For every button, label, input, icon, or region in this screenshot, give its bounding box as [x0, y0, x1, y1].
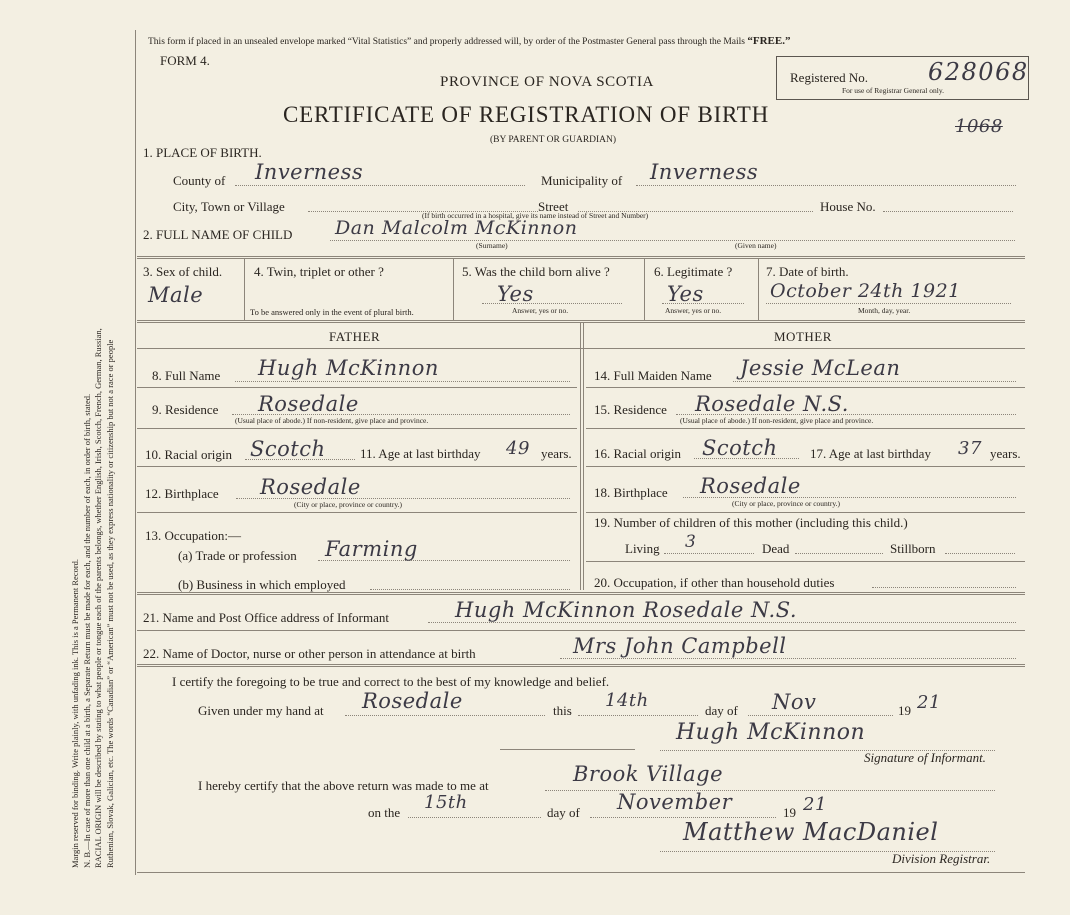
father-birthplace-note: (City or place, province or country.) — [294, 500, 403, 509]
father-residence-note: (Usual place of abode.) If non-resident, give place and province. — [235, 416, 429, 425]
house-label: House No. — [820, 199, 876, 214]
margin-note: Margin reserved for binding. Write plainly, with unfading ink. This is a Permanent Record. — [70, 558, 80, 868]
father-heading: FATHER — [329, 329, 381, 344]
return-day-value: 15th — [424, 792, 468, 813]
divider — [137, 320, 1025, 321]
return-day-of-label: day of — [547, 805, 580, 820]
twin-label: 4. Twin, triplet or other ? — [254, 264, 384, 279]
business-label: (b) Business in which employed — [178, 577, 346, 592]
divider — [137, 630, 1025, 631]
mail-notice — [148, 35, 790, 47]
divider — [586, 561, 1025, 562]
divider — [453, 258, 454, 320]
margin-note: RACIAL ORIGIN will be described by stating to what people or tongue each of the parents belongs, whether English, Irish, Scotch, French, German, Russian, — [93, 328, 104, 868]
margin-note: N. B.—In case of more than one child at a birth, a Separate Return must be made for each, and the number of each, in order of birth, stated. — [81, 393, 92, 868]
form-number: FORM 4. — [160, 53, 210, 68]
doctor-value: Mrs John Campbell — [573, 634, 787, 658]
dob-label: 7. Date of birth. — [766, 264, 849, 279]
hospital-note: (If birth occurred in a hospital, give its name instead of Street and Number) — [422, 211, 649, 220]
year-suffix: 21 — [917, 692, 941, 713]
doctor-label: 22. Name of Doctor, nurse or other person in attendance at birth — [143, 646, 476, 661]
mother-occupation-line — [872, 587, 1016, 588]
year-prefix: 19 — [898, 703, 911, 718]
return-place-line — [545, 790, 995, 791]
divider — [137, 428, 577, 429]
alive-value: Yes — [497, 282, 534, 306]
divider — [137, 466, 577, 467]
father-name-label: 8. Full Name — [152, 368, 221, 383]
divider — [586, 428, 1025, 429]
month-value: Nov — [772, 690, 817, 714]
certify-statement: I certify the foregoing to be true and correct to the best of my knowledge and belief. — [172, 674, 610, 689]
given-label: Given under my hand at — [198, 703, 324, 718]
living-line — [664, 553, 754, 554]
legitimate-note: Answer, yes or no. — [665, 306, 722, 315]
registered-number: 628068 — [928, 58, 1029, 86]
day-line — [578, 715, 698, 716]
municipality-value: Inverness — [650, 160, 759, 184]
divider — [137, 512, 577, 513]
sex-label: 3. Sex of child. — [143, 264, 223, 279]
mother-residence-note: (Usual place of abode.) If non-resident, give place and province. — [680, 416, 874, 425]
month-line — [748, 715, 893, 716]
informant-label: 21. Name and Post Office address of Informant — [143, 610, 389, 625]
legitimate-label: 6. Legitimate ? — [654, 264, 733, 279]
day-of-label: day of — [705, 703, 738, 718]
registrar-signature: Matthew MacDaniel — [683, 818, 939, 846]
mother-name-line — [733, 381, 1016, 382]
dob-note: Month, day, year. — [858, 306, 911, 315]
alive-note: Answer, yes or no. — [512, 306, 569, 315]
divider — [137, 322, 1025, 323]
bottom-rule — [137, 872, 1025, 873]
dob-line — [766, 303, 1011, 304]
return-year-prefix: 19 — [783, 805, 796, 820]
municipality-line — [636, 185, 1016, 186]
struck-number: 1068 — [955, 116, 1003, 137]
street-label: Street — [538, 199, 569, 214]
given-name-note: (Given name) — [735, 241, 777, 250]
father-racial-label: 10. Racial origin — [145, 447, 233, 462]
dob-value: October 24th 1921 — [770, 280, 961, 302]
return-year-suffix: 21 — [803, 794, 827, 815]
divider — [137, 666, 1025, 667]
mother-birthplace-note: (City or place, province or country.) — [732, 499, 841, 508]
registrar-label: Division Registrar. — [892, 851, 991, 866]
on-the-label: on the — [368, 805, 401, 820]
mother-name-value: Jessie McLean — [740, 356, 901, 380]
living-value: 3 — [685, 532, 697, 552]
mother-heading: MOTHER — [774, 329, 832, 344]
mother-name-label: 14. Full Maiden Name — [594, 368, 712, 383]
signature-rule — [500, 749, 635, 750]
divider — [137, 594, 1025, 595]
father-years-label: years. — [541, 446, 572, 461]
margin-rule — [135, 30, 136, 875]
informant-signature-label: Signature of Informant. — [864, 750, 986, 765]
child-name-label: 2. FULL NAME OF CHILD — [143, 227, 293, 242]
divider — [244, 258, 245, 320]
dead-line — [795, 553, 883, 554]
living-label: Living — [625, 541, 660, 556]
mail-notice-free: “FREE.” — [747, 35, 791, 47]
margin-notes — [70, 0, 117, 868]
divider — [137, 387, 577, 388]
father-residence-label: 9. Residence — [152, 402, 219, 417]
divider — [586, 387, 1025, 388]
divider — [137, 258, 1025, 259]
house-line — [883, 211, 1013, 212]
legitimate-value: Yes — [667, 282, 704, 306]
stillborn-line — [945, 553, 1015, 554]
mother-racial-label: 16. Racial origin — [594, 446, 682, 461]
father-name-value: Hugh McKinnon — [258, 356, 439, 380]
county-value: Inverness — [255, 160, 364, 184]
mother-occupation-label: 20. Occupation, if other than household duties — [594, 575, 835, 590]
sex-value: Male — [148, 283, 204, 307]
place-of-birth-label: 1. PLACE OF BIRTH. — [143, 145, 262, 160]
mother-age-label: 17. Age at last birthday — [810, 446, 931, 461]
father-racial-value: Scotch — [250, 437, 326, 461]
return-statement: I hereby certify that the above return was made to me at — [198, 778, 489, 793]
divider — [137, 348, 1025, 349]
given-place-line — [345, 715, 545, 716]
divider — [586, 512, 1025, 513]
mother-racial-value: Scotch — [702, 436, 778, 460]
father-age-label: 11. Age at last birthday — [360, 446, 481, 461]
page-title: CERTIFICATE OF REGISTRATION OF BIRTH — [283, 102, 770, 127]
mother-age-value: 37 — [958, 438, 982, 459]
business-line — [370, 589, 570, 590]
mother-residence-label: 15. Residence — [594, 402, 667, 417]
divider — [137, 664, 1025, 665]
municipality-label: Municipality of — [541, 173, 623, 188]
city-label: City, Town or Village — [173, 199, 285, 214]
province-title: PROVINCE OF NOVA SCOTIA — [440, 74, 654, 90]
mother-years-label: years. — [990, 446, 1021, 461]
informant-line — [428, 622, 1016, 623]
father-age-value: 49 — [506, 438, 530, 459]
divider — [758, 258, 759, 320]
informant-value: Hugh McKinnon Rosedale N.S. — [455, 598, 798, 622]
margin-note: Ruthenian, Slovak, Galician, etc. The words “Canadian” or “American” must not be used, as they express nationality or citizenship but not a race or people — [105, 339, 116, 868]
child-name-line — [330, 240, 1015, 241]
surname-note: (Surname) — [476, 241, 508, 250]
stillborn-label: Stillborn — [890, 541, 936, 556]
divider — [586, 466, 1025, 467]
divider — [580, 322, 581, 590]
father-birthplace-label: 12. Birthplace — [145, 486, 219, 501]
trade-label: (a) Trade or profession — [178, 548, 297, 563]
mother-birthplace-label: 18. Birthplace — [594, 485, 668, 500]
alive-label: 5. Was the child born alive ? — [462, 264, 610, 279]
county-label: County of — [173, 173, 226, 188]
divider — [583, 322, 584, 590]
county-line — [235, 185, 525, 186]
mother-birthplace-value: Rosedale — [700, 474, 801, 498]
divider — [137, 592, 1025, 593]
child-name-value: Dan Malcolm McKinnon — [335, 217, 578, 239]
informant-signature: Hugh McKinnon — [676, 720, 866, 745]
father-birthplace-value: Rosedale — [260, 475, 361, 499]
mail-notice-text: This form if placed in an unsealed envelope marked “Vital Statistics” and properly addressed will, by order of the Postmaster General pass through the Mails — [148, 37, 745, 47]
divider — [644, 258, 645, 320]
trade-value: Farming — [325, 537, 418, 561]
mother-residence-value: Rosedale N.S. — [695, 392, 849, 416]
dead-label: Dead — [762, 541, 790, 556]
given-place-value: Rosedale — [362, 689, 463, 713]
divider — [137, 256, 1025, 257]
page-subtitle: (BY PARENT OR GUARDIAN) — [490, 135, 617, 145]
day-value: 14th — [605, 690, 649, 711]
return-month-value: November — [617, 790, 733, 814]
twin-note: To be answered only in the event of plural birth. — [250, 307, 414, 317]
occupation-label: 13. Occupation:— — [145, 528, 242, 543]
doctor-line — [560, 658, 1016, 659]
return-day-line — [408, 817, 541, 818]
this-label: this — [553, 703, 572, 718]
father-residence-value: Rosedale — [258, 392, 359, 416]
registrar-note: For use of Registrar General only. — [842, 86, 944, 95]
children-count-label: 19. Number of children of this mother (including this child.) — [594, 515, 908, 530]
father-name-line — [235, 381, 570, 382]
return-place-value: Brook Village — [573, 762, 723, 786]
registered-label: Registered No. — [790, 70, 868, 85]
